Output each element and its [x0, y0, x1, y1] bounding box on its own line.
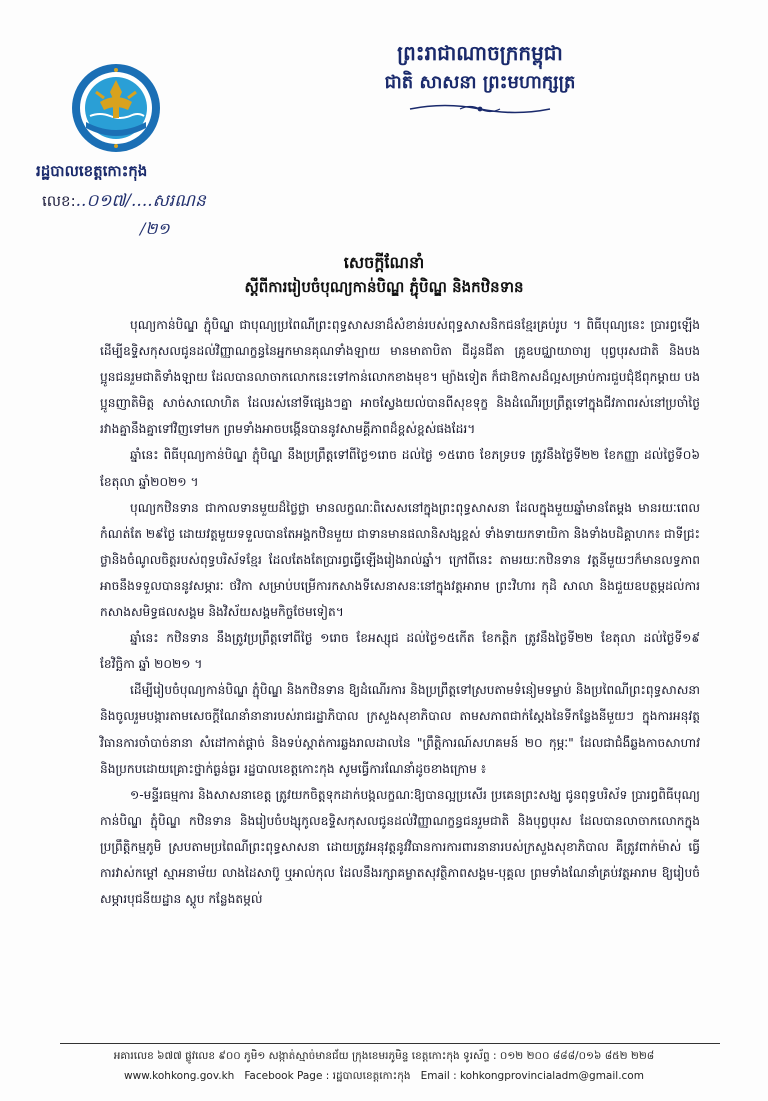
- reference-label: លេខ:: [42, 192, 76, 210]
- document-body: [100, 312, 700, 912]
- reference-number: [42, 190, 206, 215]
- footer-email-label: Email :: [420, 1070, 457, 1082]
- kingdom-title: ព្រះរាជាណាចក្រកម្ពុជា: [397, 41, 563, 65]
- paragraph-kathina-intro: បុណ្យកឋិនទាន ជាកាលទានមួយដ៏ថ្លៃថ្លា មានលក្ខណៈពិសេសនៅក្នុងព្រះពុទ្ធសាសនា ដែលក្នុងមួយឆ្នាំមានតែម្តង មានរយៈពេលកំណត់តែ ២៩ថ្ងៃ ដោយវត្តមួយទទួលបានតែអង្គកឋិនមួយ ជាទានមានផលានិសង្សខ្ពស់ ទាំងទាយកទាយិកា និងទាំងបដិគ្គាហក៖ ជាទីជ្រះថ្លានិងចំណូលចិត្តរបស់ពុទ្ធបរិស័ទខ្មែរ ដែលតែងតែប្រារព្ធធ្វើឡើងរៀងរាល់ឆ្នាំ។ ក្រៅពីនេះ តាមរយៈកឋិនទាន វត្តនីមួយៗក៏មានលទ្ធភាពអាចនឹងទទួលបាននូវសម្ភារៈ ថវិកា សម្រាប់បម្រើការកសាងទីសេនាសនៈនៅក្នុងវត្តអារាម ព្រះវិហារ កុដិ សាលា និងជួយឧបត្ថម្ភដល់ការកសាងសមិទ្ធផលសង្គម និងវិស័យសង្គមកិច្ចថែមទៀត។: [100, 500, 701, 620]
- kingdom-header: [300, 40, 660, 120]
- footer-divider: [60, 1043, 720, 1044]
- paragraph-pchum-dates: ឆ្នាំនេះ ពិធីបុណ្យកាន់បិណ្ឌ ភ្ជុំបិណ្ឌ នឹងប្រព្រឹត្តទៅពីថ្ងៃ១រោច ដល់ថ្ងៃ ១៥រោច ខែភទ្របទ ត្រូវនឹងថ្ងៃទី២២ ខែកញ្ញា ដល់ថ្ងៃទី០៦ ខែតុលា ឆ្នាំ២០២១ ។: [100, 448, 700, 489]
- footer-contacts: [0, 1070, 768, 1085]
- reference-year: /២១: [140, 219, 170, 238]
- issuing-authority: រដ្ឋបាលខេត្តកោះកុង: [36, 162, 148, 180]
- reference-handwritten-number: ..០១៧/....សរណន: [75, 191, 206, 211]
- document-title: សេចក្តីណែនាំ: [343, 253, 425, 272]
- footer-facebook-label: Facebook Page :: [244, 1070, 330, 1082]
- footer-email: kohkongprovincialadm@gmail.com: [459, 1070, 644, 1082]
- paragraph-instruction-intro: ដើម្បីរៀបចំបុណ្យកាន់បិណ្ឌ ភ្ជុំបិណ្ឌ និងកឋិនទាន ឱ្យដំណើរការ និងប្រព្រឹត្តទៅស្របតាមទំនៀមទម្លាប់ និងប្រពៃណីព្រះពុទ្ធសាសនា និងចូលរួមបង្ការតាមសេចក្តីណែនាំនានារបស់រាជរដ្ឋាភិបាល ក្រសួងសុខាភិបាល តាមសភាពជាក់ស្តែងនៃទីកន្លែងនីមួយៗ ក្នុងការអនុវត្តវិធានការចាំបាច់នានា សំដៅកាត់ផ្តាច់ និងទប់ស្កាត់ការឆ្លងរាលដាលនៃ "ព្រឹត្តិការណ៍សហគមន៍ ២០ កុម្ភៈ" ដែលជាជំងឺឆ្លងកាចសាហាវ និងប្រកបដោយគ្រោះថ្នាក់ធ្ងន់ធ្ងរ រដ្ឋបាលខេត្តកោះកុង សូមធ្វើការណែនាំដូចខាងក្រោម ៖: [100, 683, 700, 776]
- footer-website: www.kohkong.gov.kh: [124, 1070, 235, 1082]
- footer-facebook-name: រដ្ឋបាលខេត្តកោះកុង: [332, 1070, 411, 1082]
- document-subject: ស្តីពីការរៀបចំបុណ្យកាន់បិណ្ឌ ភ្ជុំបិណ្ឌ និងកឋិនទាន: [244, 278, 524, 296]
- paragraph-instruction-1: ១-មន្ទីរធម្មការ និងសាសនាខេត្ត ត្រូវយកចិត្តទុកដាក់បង្កលក្ខណៈឱ្យបានល្អប្រសើរ ប្រគេនព្រះសង្ឃ ជូនពុទ្ធបរិស័ទ ប្រារព្ធពិធីបុណ្យកាន់បិណ្ឌ ភ្ជុំបិណ្ឌ កឋិនទាន និងរៀបចំបង្សុកូលឧទ្ទិសកុសលជូនដល់វិញ្ញាណក្ខន្ធជនរួមជាតិ និងបុព្វបុរស ដែលបានលាចាកលោកក្នុងប្រព្រឹត្តិកម្មភូមិ ស្របតាមប្រពៃណីព្រះពុទ្ធសាសនា ដោយត្រូវអនុវត្តនូវវិធានការការពារនានារបស់ក្រសួងសុខាភិបាល គឺត្រូវពាក់ម៉ាស់ ធ្វើការវាស់កម្តៅ ស្មាអនាម័យ លាងដៃសាប៊ូ ឬអាល់កុល ដែលនឹងរក្សាគម្លាតសុវត្ថិភាពសង្គម-បុគ្គល ព្រមទាំងណែនាំគ្រប់វត្តអារាម ឱ្យរៀបចំសម្ភារបុជនីយដ្ឋាន ស្តូប កន្លែងតម្កល់: [100, 787, 700, 907]
- ornament-divider-icon: [405, 102, 555, 116]
- national-motto: ជាតិ សាសនា ព្រះមហាក្សត្រ: [384, 72, 576, 93]
- provincial-seal-icon: [70, 62, 162, 154]
- paragraph-kathina-dates: ឆ្នាំនេះ កឋិនទាន នឹងត្រូវប្រព្រឹត្តទៅពីថ្ងៃ ១រោច ខែអស្សុជ ដល់ថ្ងៃ១៥កើត ខែកត្តិក ត្រូវនឹងថ្ងៃទី២២ ខែតុលា ដល់ថ្ងៃទី១៩ ខែវិច្ឆិកា ឆ្នាំ ២០២១ ។: [100, 631, 700, 672]
- paragraph-intro: បុណ្យកាន់បិណ្ឌ ភ្ជុំបិណ្ឌ ជាបុណ្យប្រពៃណីព្រះពុទ្ធសាសនាដ៏សំខាន់របស់ពុទ្ធសាសនិកជនខ្មែរគ្រប់រូប ។ ពិធីបុណ្យនេះ ប្រារព្ធឡើងដើម្បីឧទ្ទិសកុសលជូនដល់វិញ្ញាណក្ខន្ធនៃអ្នកមានគុណទាំងឡាយ មានមាតាបិតា ជីដូនជីតា គ្រូឧបជ្ឈាយាចារ្យ បុព្វបុរសជាតិ និងបងប្អូនជនរួមជាតិទាំងឡាយ ដែលបានលាចាកលោកនេះទៅកាន់លោកខាងមុខ។ ម្យ៉ាងទៀត ក៏ជាឱកាសដ៏ល្អសម្រាប់ការជួបជុំឪពុកម្តាយ បងប្អូនញាតិមិត្ត សាច់សាលោហិត ដែលរស់នៅទីផ្សេងៗគ្នា អាចស្វែងយល់បានពីសុខទុក្ខ និងដំណើរប្រព្រឹត្តទៅក្នុងជីវភាពរស់នៅប្រចាំថ្ងៃរវាងគ្នានឹងគ្នាទៅវិញទៅមក ព្រមទាំងអាចបង្កើនបាននូវសាមគ្គីភាពដ៏ខ្ពស់ខ្ពស់ផងដែរ។: [100, 318, 700, 437]
- footer-address: អគារលេខ ៦៧៧ ផ្លូវលេខ ៩០០ ភូមិ១ សង្កាត់ស្មាច់មានជ័យ ក្រុងខេមរភូមិន្ទ ខេត្តកោះកុង ទូរស័ព្ទ : ០១២ ២០០ ៨៨៨/០១៦ ៨៥២ ២២៨: [113, 1050, 655, 1062]
